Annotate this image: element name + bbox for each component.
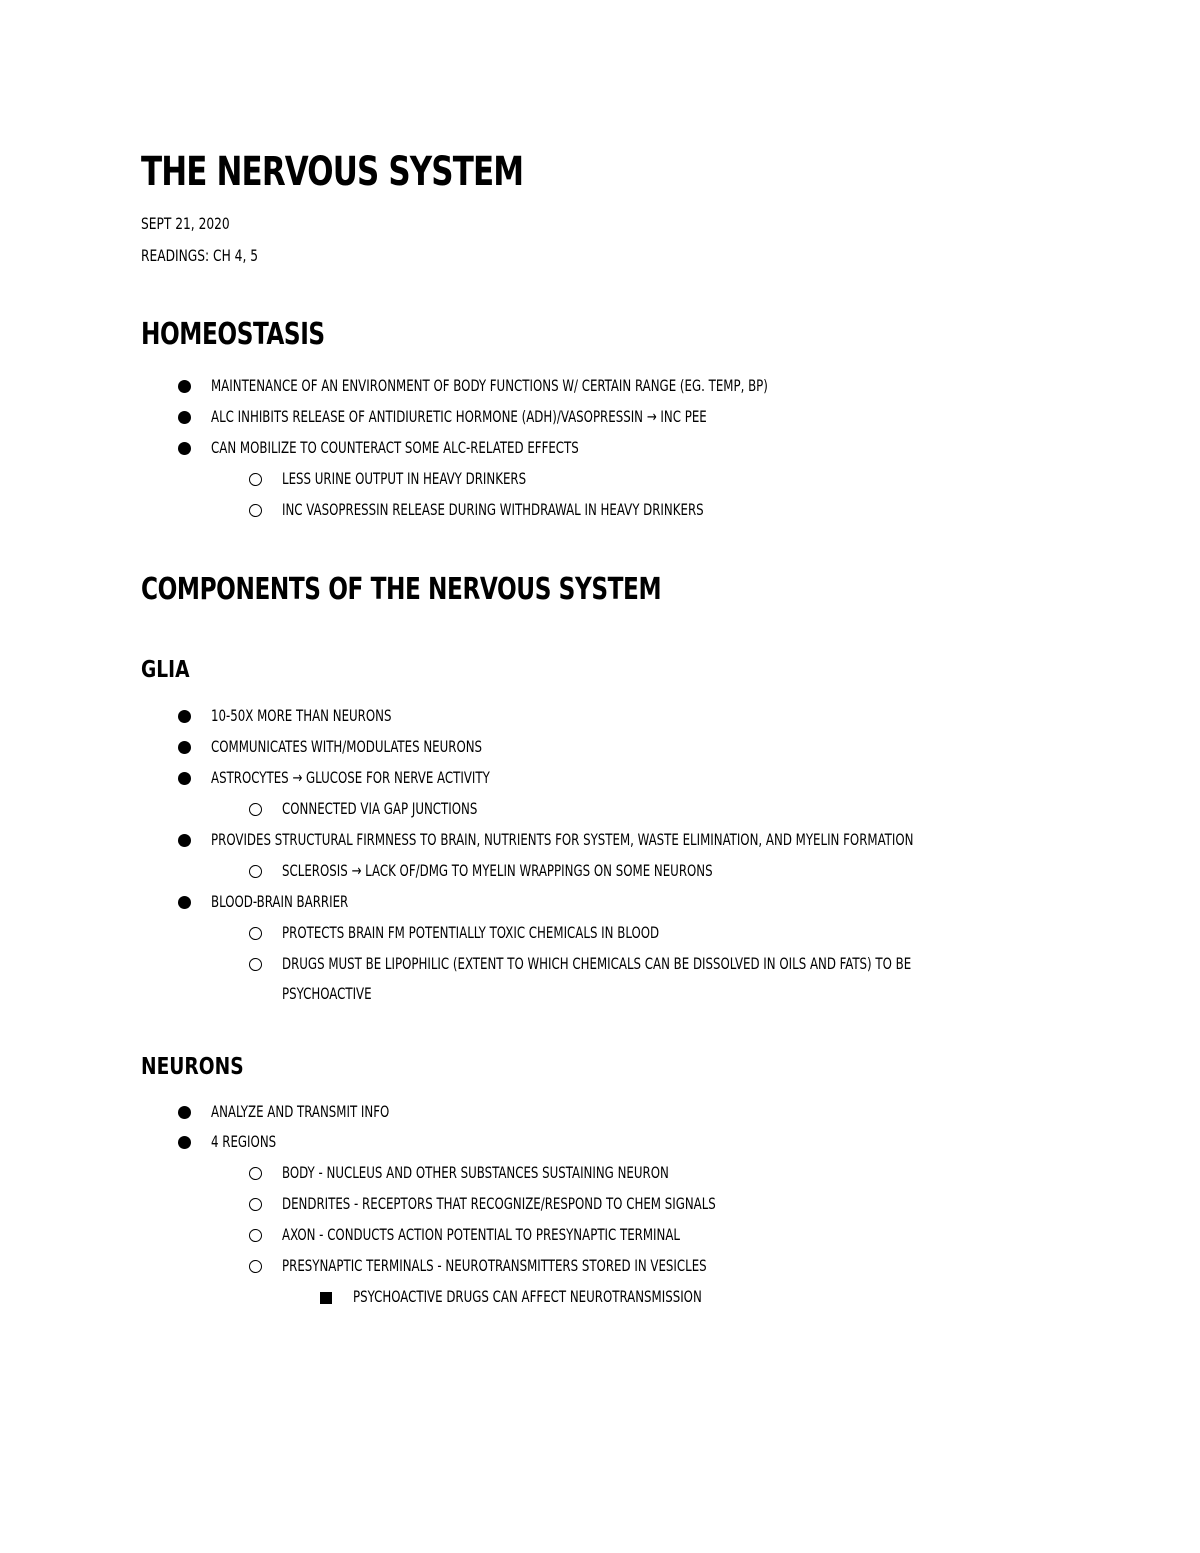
hollow-bullet-icon [249, 865, 262, 878]
hollow-bullet-icon [249, 504, 262, 517]
list-item-text: SCLEROSIS → LACK OF/DMG TO MYELIN WRAPPINGS ON SOME NEURONS [282, 861, 713, 880]
filled-bullet-icon [178, 772, 191, 785]
list-item-text: AXON - CONDUCTS ACTION POTENTIAL TO PRESYNAPTIC TERMINAL [282, 1225, 681, 1244]
filled-bullet-icon [178, 442, 191, 455]
list-item-text: ASTROCYTES → GLUCOSE FOR NERVE ACTIVITY [211, 768, 490, 787]
list-item-text: BODY - NUCLEUS AND OTHER SUBSTANCES SUSTAINING NEURON [282, 1163, 669, 1182]
list-item-text: 4 REGIONS [211, 1132, 277, 1151]
list-item-text: ANALYZE AND TRANSMIT INFO [211, 1102, 390, 1121]
filled-bullet-icon [178, 380, 191, 393]
hollow-bullet-icon [249, 958, 262, 971]
hollow-bullet-icon [249, 1229, 262, 1242]
section-heading-components: COMPONENTS OF THE NERVOUS SYSTEM [141, 572, 662, 607]
page-title: THE NERVOUS SYSTEM [141, 149, 524, 195]
hollow-bullet-icon [249, 927, 262, 940]
list-item-text: 10-50X MORE THAN NEURONS [211, 706, 392, 725]
filled-bullet-icon [178, 411, 191, 424]
list-item-text: COMMUNICATES WITH/MODULATES NEURONS [211, 737, 483, 756]
hollow-bullet-icon [249, 803, 262, 816]
list-item-text: INC VASOPRESSIN RELEASE DURING WITHDRAWAL IN HEAVY DRINKERS [282, 500, 704, 519]
list-item-text: LESS URINE OUTPUT IN HEAVY DRINKERS [282, 469, 527, 488]
subsection-heading-neurons: NEURONS [141, 1054, 244, 1080]
filled-bullet-icon [178, 1136, 191, 1149]
filled-bullet-icon [178, 834, 191, 847]
subsection-heading-glia: GLIA [141, 657, 190, 683]
list-item-text: PSYCHOACTIVE DRUGS CAN AFFECT NEUROTRANSMISSION [353, 1287, 702, 1306]
list-item-text: PRESYNAPTIC TERMINALS - NEUROTRANSMITTERS STORED IN VESICLES [282, 1256, 707, 1275]
hollow-bullet-icon [249, 1260, 262, 1273]
list-item-text: DENDRITES - RECEPTORS THAT RECOGNIZE/RESPOND TO CHEM SIGNALS [282, 1194, 716, 1213]
list-item-text: MAINTENANCE OF AN ENVIRONMENT OF BODY FUNCTIONS W/ CERTAIN RANGE (EG. TEMP, BP) [211, 376, 768, 395]
square-bullet-icon [320, 1292, 332, 1304]
hollow-bullet-icon [249, 1167, 262, 1180]
list-item-text: PROTECTS BRAIN FM POTENTIALLY TOXIC CHEMICALS IN BLOOD [282, 923, 660, 942]
list-item-text: BLOOD-BRAIN BARRIER [211, 892, 349, 911]
filled-bullet-icon [178, 896, 191, 909]
filled-bullet-icon [178, 1106, 191, 1119]
readings-line: READINGS: CH 4, 5 [141, 246, 259, 265]
list-item-text: DRUGS MUST BE LIPOPHILIC (EXTENT TO WHICH CHEMICALS CAN BE DISSOLVED IN OILS AND FATS) TO BE [282, 954, 912, 973]
date-line: SEPT 21, 2020 [141, 214, 230, 233]
hollow-bullet-icon [249, 473, 262, 486]
list-item-text: PSYCHOACTIVE [282, 984, 372, 1003]
list-item-text: PROVIDES STRUCTURAL FIRMNESS TO BRAIN, NUTRIENTS FOR SYSTEM, WASTE ELIMINATION, AND MYELIN FORMATION [211, 830, 914, 849]
list-item-text: ALC INHIBITS RELEASE OF ANTIDIURETIC HORMONE (ADH)/VASOPRESSIN → INC PEE [211, 407, 707, 426]
list-item-text: CONNECTED VIA GAP JUNCTIONS [282, 799, 478, 818]
section-heading-homeostasis: HOMEOSTASIS [141, 317, 325, 352]
filled-bullet-icon [178, 741, 191, 754]
list-item-text: CAN MOBILIZE TO COUNTERACT SOME ALC-RELATED EFFECTS [211, 438, 579, 457]
hollow-bullet-icon [249, 1198, 262, 1211]
filled-bullet-icon [178, 710, 191, 723]
